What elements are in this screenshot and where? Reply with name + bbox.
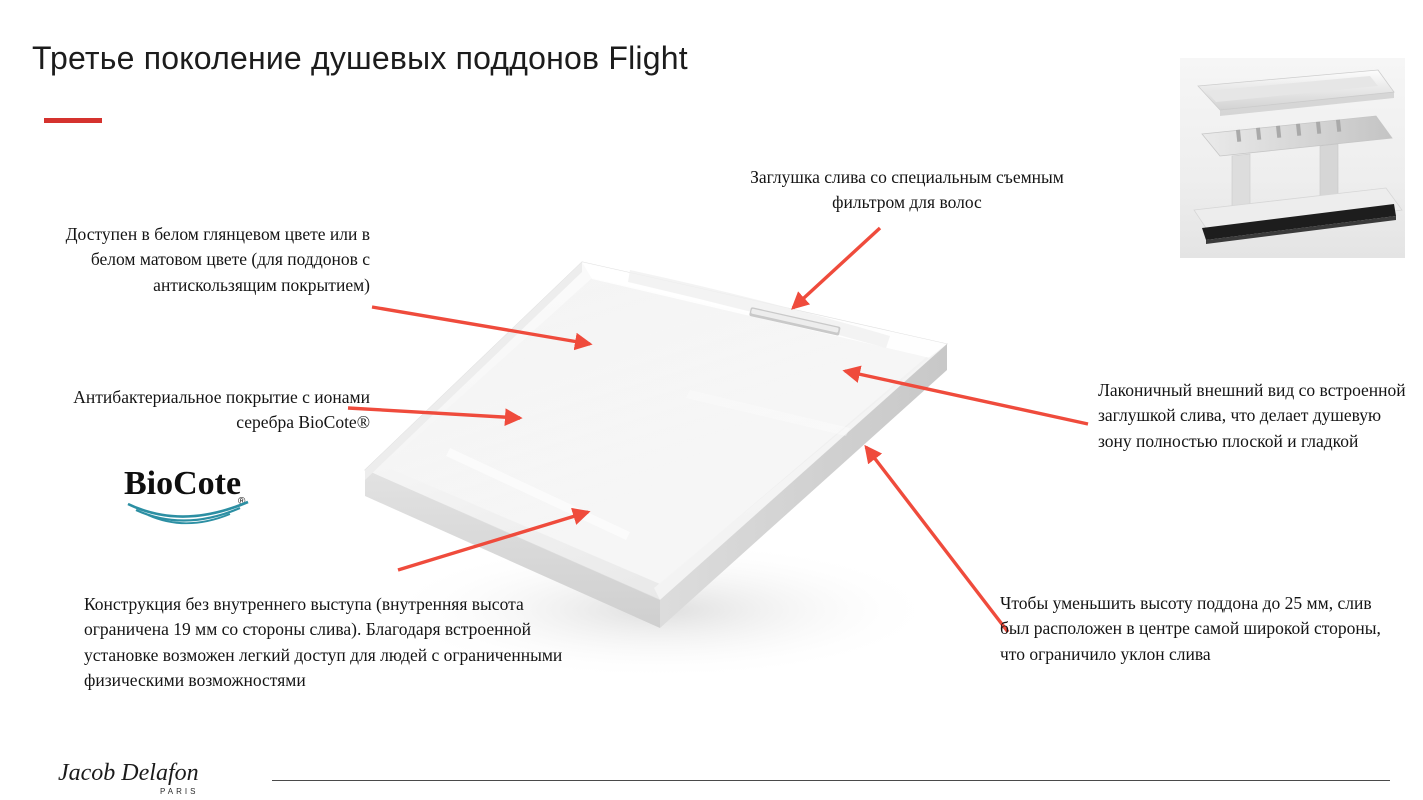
callout-reduced-height: Чтобы уменьшить высоту поддона до 25 мм, слив был расположен в центре самой широкой стороны, что ограничило уклон слива (1000, 593, 1381, 664)
callout-drain-cap: Заглушка слива со специальным съемным фильтром для волос (750, 167, 1064, 213)
inset-detail-image (1180, 58, 1405, 258)
footer-divider (272, 780, 1390, 781)
callout-biocote-coating: Антибактериальное покрытие с ионами серебра BioCote® (73, 387, 370, 433)
page-title: Третье поколение душевых поддонов Flight (32, 40, 688, 76)
callout-construction: Конструкция без внутреннего выступа (внутренняя высота ограничена 19 мм со стороны слива). Благодаря встроенной установке возможен легкий доступ для людей с ограниченными физическими возможностями (84, 594, 563, 691)
brand-logo-text: Jacob Delafon (58, 760, 199, 786)
biocote-logo (120, 452, 260, 532)
brand-logo-subtitle: PARIS (160, 787, 199, 796)
biocote-logo-text: BioCote (124, 465, 242, 502)
biocote-registered-mark: ® (238, 496, 246, 507)
title-underline-rule (44, 118, 102, 123)
brand-logo-jacob-delafon (56, 752, 226, 796)
callout-laconic-design: Лаконичный внешний вид со встроенной заглушкой слива, что делает душевую зону полностью плоской и гладкой (1098, 380, 1406, 451)
callout-white-gloss-finish: Доступен в белом глянцевом цвете или в белом матовом цвете (для поддонов с антискользящим покрытием) (65, 224, 370, 295)
